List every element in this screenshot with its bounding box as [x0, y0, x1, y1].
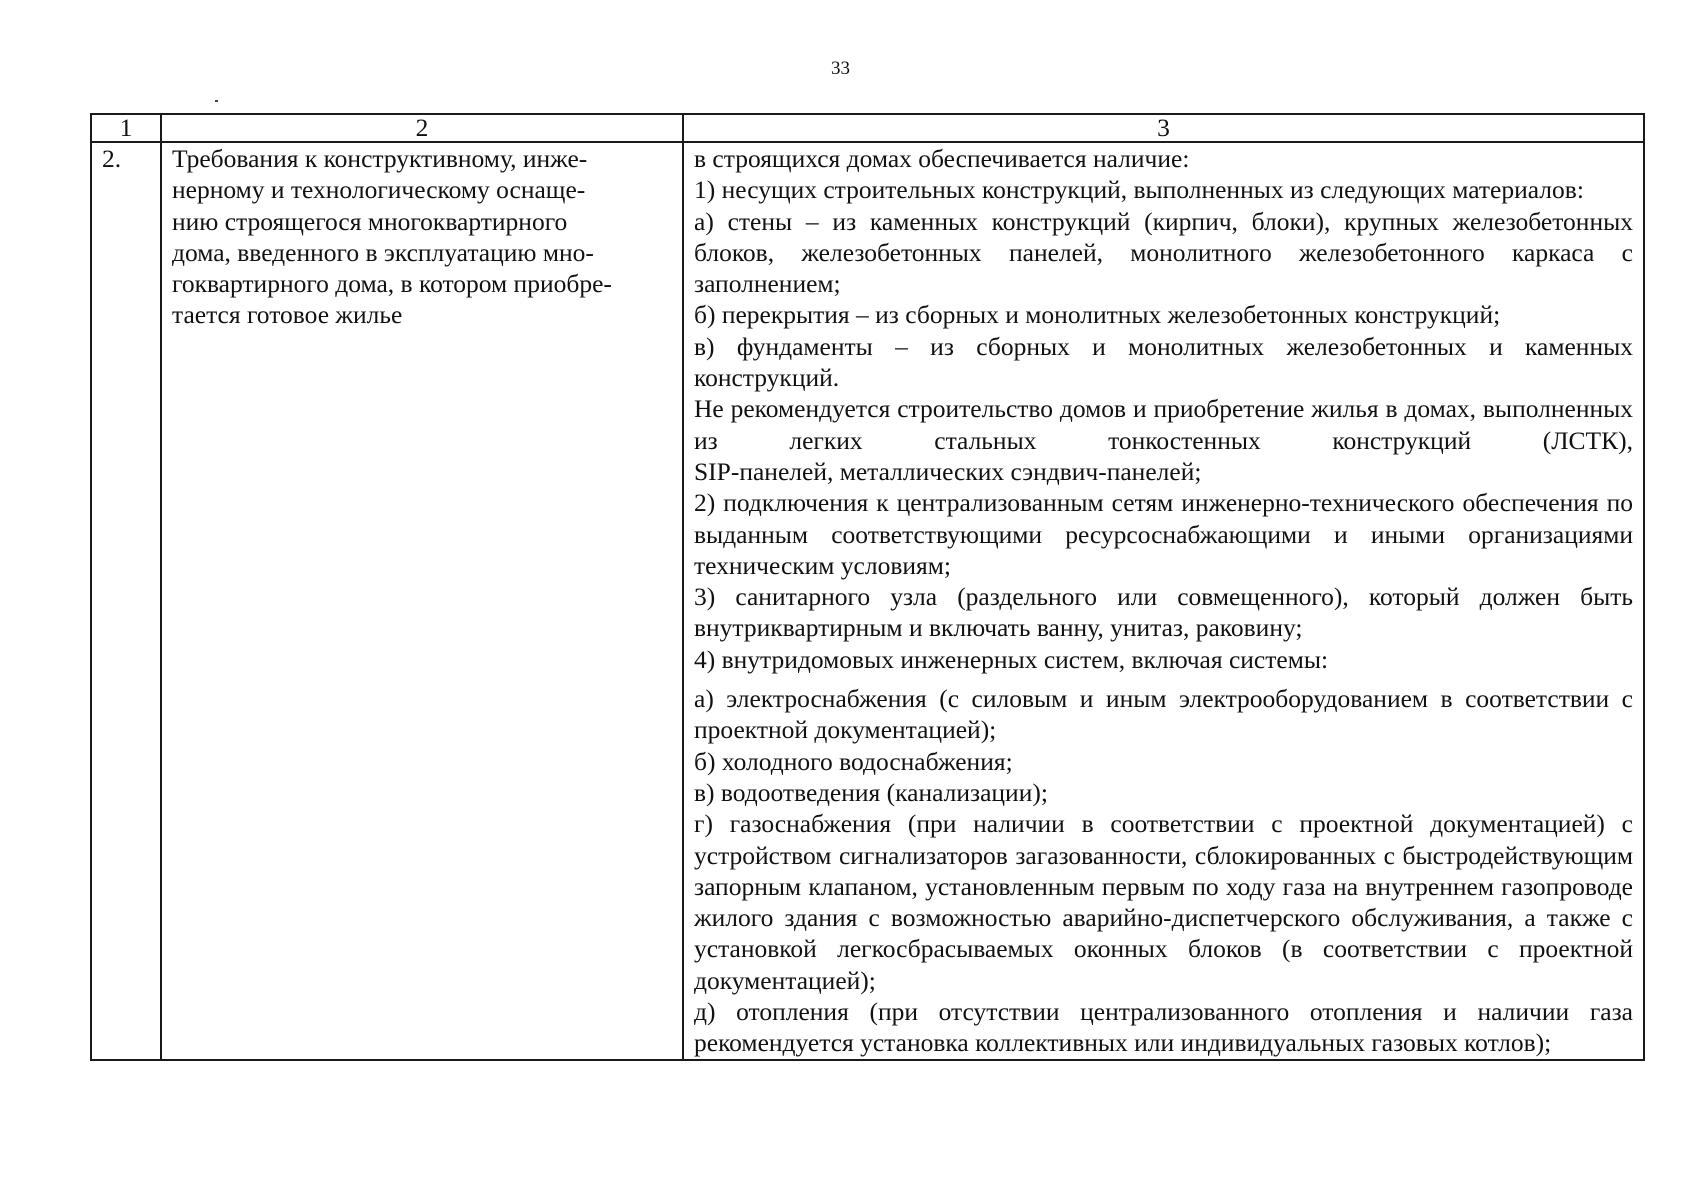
- description-paragraph: г) газоснабжения (при наличии в соответствии с проектной документацией) с устройством сигнализаторов загазованности, сблокированных с быстродействующим запорным клапаном, установленным первым по ходу газа на внутреннем газопроводе жилого здания с возможностью аварийно-диспетчерского обслуживания, а также с установкой легкосбрасываемых оконных блоков (в соответствии с проектной документацией);: [694, 809, 1633, 995]
- description-cell: [683, 142, 1644, 1060]
- row-number: 2.: [91, 142, 161, 1060]
- table-row: [91, 142, 1644, 1060]
- header-col-2: 2: [161, 114, 683, 142]
- description-paragraph: а) стены – из каменных конструкций (кирпич, блоки), крупных железобетонных блоков, железобетонных панелей, монолитного железобетонного каркаса с заполнением;: [694, 206, 1633, 299]
- description-paragraph: 4) внутридомовых инженерных систем, включая системы:: [694, 644, 1329, 674]
- requirement-line: дома, введенного в эксплуатацию мно-: [172, 237, 594, 267]
- requirements-table: [90, 113, 1645, 1061]
- table-header-row: [91, 114, 1644, 142]
- description-paragraph: Не рекомендуется строительство домов и приобретение жилья в домах, выполненных из легких стальных тонкостенных конструкций (ЛСТК),: [694, 394, 1633, 455]
- requirement-cell: [161, 142, 683, 1060]
- description-paragraph: а) электроснабжения (с силовым и иным электрооборудованием в соответствии с проектной документацией);: [694, 684, 1633, 745]
- description-paragraph: 3) санитарного узла (раздельного или совмещенного), который должен быть внутриквартирным и включать ванну, унитаз, раковину;: [694, 582, 1633, 643]
- description-paragraph: б) перекрытия – из сборных и монолитных железобетонных конструкций;: [694, 300, 1501, 330]
- description-paragraph: д) отопления (при отсутствии централизованного отопления и наличии газа рекомендуется установка коллективных или индивидуальных газовых котлов);: [694, 997, 1633, 1058]
- stray-mark: [215, 100, 218, 102]
- requirement-line: нию строящегося многоквартирного: [172, 206, 568, 236]
- page-number: 33: [831, 58, 850, 79]
- requirement-line: тается готовое жилье: [172, 300, 403, 330]
- description-paragraph: 1) несущих строительных конструкций, выполненных из следующих материалов:: [694, 175, 1584, 205]
- requirement-line: гоквартирного дома, в котором приобре-: [172, 269, 612, 299]
- requirement-line: нерному и технологическому оснаще-: [172, 175, 586, 205]
- description-paragraph: SIP-панелей, металлических сэндвич-панелей;: [694, 456, 1202, 486]
- description-paragraph: в) водоотведения (канализации);: [694, 777, 1048, 807]
- description-paragraph: в) фундаменты – из сборных и монолитных железобетонных и каменных конструкций.: [694, 331, 1633, 393]
- description-paragraph: в строящихся домах обеспечивается наличие:: [694, 144, 1190, 173]
- header-col-1: 1: [91, 114, 161, 142]
- header-col-3: 3: [683, 114, 1644, 142]
- description-paragraph: 2) подключения к централизованным сетям инженерно-технического обеспечения по выданным соответствующими ресурсоснабжающими и иными организациями техническим условиям;: [694, 488, 1633, 580]
- requirement-line: Требования к конструктивному, инже-: [172, 144, 588, 173]
- description-paragraph: б) холодного водоснабжения;: [694, 746, 1013, 776]
